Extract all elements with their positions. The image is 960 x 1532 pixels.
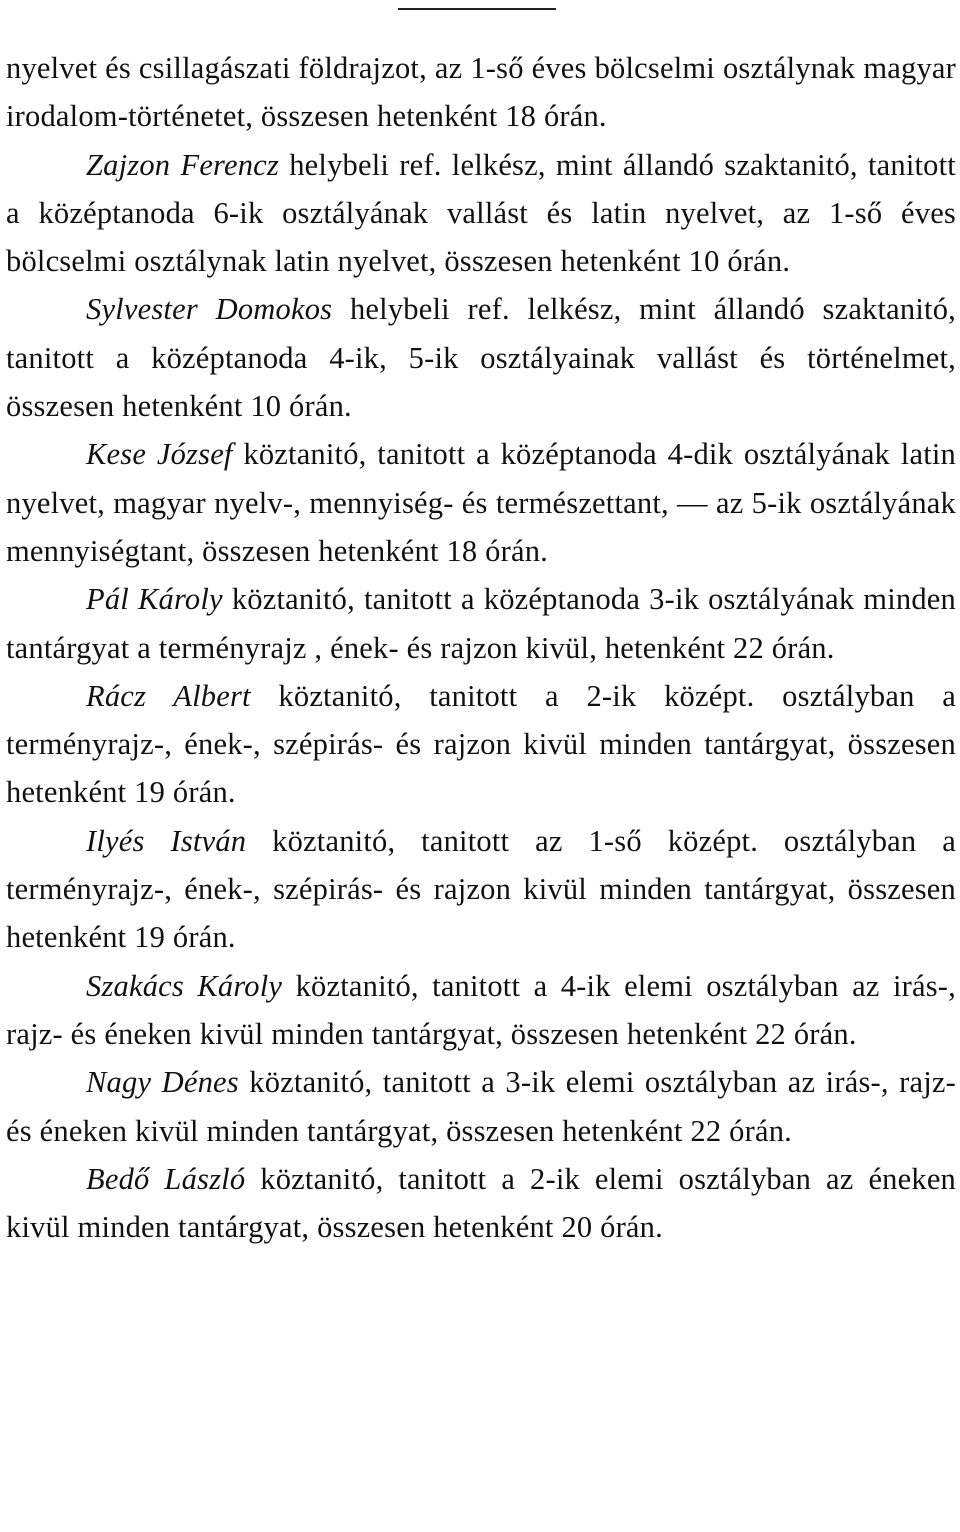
person-name: Ilyés István — [86, 823, 247, 858]
paragraph-2 — [6, 141, 956, 286]
person-name: Nagy Dénes — [86, 1065, 239, 1100]
paragraph-text: köztanitó, tanitott a 2-ik középt. osztályban a terményrajz-, ének-, szépirás- és rajzon kivül minden tantárgyat, összesen hetenként 19 órán. — [6, 678, 957, 810]
paragraph-text: köztanitó, tanitott a középtanoda 4-dik osztályának latin nyelvet, magyar nyelv-, mennyiség- és természettant, — az 5-ik osztályának mennyiségtant, összesen hetenként 18 órán. — [6, 437, 956, 568]
document-body — [6, 44, 956, 1251]
paragraph-text: köztanitó, tanitott a 3-ik elemi osztályban az irás-, rajz- és éneken kivül minden tantárgyat, összesen hetenként 22 órán. — [6, 1065, 956, 1148]
person-name: Bedő László — [86, 1161, 246, 1196]
paragraph-text: köztanitó, tanitott a 2-ik elemi osztályban az éneken kivül minden tantárgyat, összesen hetenként 20 órán. — [6, 1161, 957, 1245]
paragraph-4 — [6, 430, 956, 575]
paragraph-3 — [6, 285, 956, 430]
paragraph-text: helybeli ref. lelkész, mint állandó szaktanitó, tanitott a középtanoda 6-ik osztályának vallást és latin nyelvet, az 1-ső éves bölcselmi osztálynak latin nyelvet, összesen hetenként 10 órán. — [6, 147, 956, 279]
paragraph-text: köztanitó, tanitott az 1-ső középt. osztályban a terményrajz-, ének-, szépirás- és rajzon kivül minden tantárgyat, összesen hetenként 19 órán. — [6, 823, 957, 955]
paragraph-text: köztanitó, tanitott a 4-ik elemi osztályban az irás-, rajz- és éneken kivül minden tantárgyat, összesen hetenként 22 órán. — [6, 968, 956, 1051]
person-name: Pál Károly — [86, 582, 223, 617]
person-name: Sylvester Domokos — [86, 292, 333, 327]
paragraph-7 — [6, 817, 956, 962]
paragraph-text: köztanitó, tanitott a középtanoda 3-ik osztályának minden tantárgyat a terményrajz , ének- és rajzon kivül, hetenként 22 órán. — [6, 582, 956, 665]
paragraph-6 — [6, 672, 956, 817]
person-name: Zajzon Ferencz — [86, 147, 279, 182]
paragraph-8 — [6, 962, 956, 1059]
paragraph-text: helybeli ref. lelkész, mint állandó szaktanitó, tanitott a középtanoda 4-ik, 5-ik osztályainak vallást és történelmet, összesen hetenként 10 órán. — [6, 292, 956, 424]
person-name: Rácz Albert — [86, 678, 251, 713]
header-rule — [398, 8, 556, 10]
paragraph-5 — [6, 575, 956, 672]
person-name: Kese József — [86, 437, 233, 472]
paragraph-1 — [6, 44, 956, 141]
paragraph-10 — [6, 1155, 956, 1252]
paragraph-text: nyelvet és csillagászati földrajzot, az 1-ső éves bölcselmi osztálynak magyar irodalom-történetet, összesen hetenként 18 órán. — [6, 51, 956, 134]
paragraph-9 — [6, 1058, 956, 1155]
person-name: Szakács Károly — [86, 968, 283, 1003]
